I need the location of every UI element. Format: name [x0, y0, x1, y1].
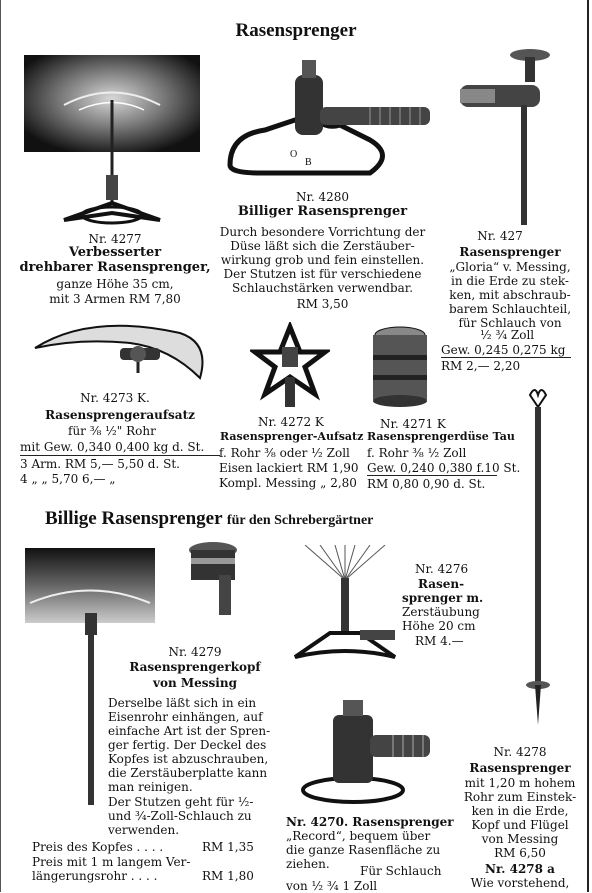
p4279-d4: ger fertig. Der Deckel des — [108, 738, 267, 752]
image-427-gloria — [455, 45, 555, 225]
image-4272-star — [250, 322, 330, 412]
p4272-l2: Eisen lackiert RM 1,90 — [219, 461, 359, 475]
p4271-l2: Gew. 0,240 0,380 f.10 St. — [367, 461, 521, 475]
p4273-head: für ⅜ ½" Rohr — [68, 424, 156, 438]
page-title: Rasensprenger — [235, 20, 357, 41]
p427-nr: Nr. 427 — [477, 229, 523, 243]
p4270-nr-name: Nr. 4270. Rasensprenger — [286, 815, 454, 829]
p4280-desc3: wirkung grob und fein einstellen. — [220, 253, 425, 267]
p4279-d8: Der Stutzen geht für ½- — [108, 795, 254, 809]
p4272-nr: Nr. 4272 K — [258, 415, 324, 429]
p4272-name: Rasensprenger-Aufsatz — [220, 430, 364, 443]
section2-title-bold: Billige Rasensprenger — [45, 508, 223, 529]
p4278-nr: Nr. 4278 — [493, 745, 547, 759]
p4277-nr: Nr. 4277 — [88, 232, 142, 246]
p4271-l1: f. Rohr ⅜ ½ Zoll — [367, 446, 467, 460]
section2-title — [45, 508, 373, 530]
p427-rm: RM 2,— 2,20 — [441, 359, 521, 373]
p4271-nr: Nr. 4271 K — [380, 417, 446, 431]
p4279-d5: Kopfes ist abzuschrauben, — [108, 752, 269, 766]
p4270-l5: von ½ ¾ 1 Zoll — [286, 879, 378, 893]
p4277-name1: Verbesserter — [68, 245, 162, 260]
image-4276-sprinkler — [290, 545, 400, 665]
p4280-desc1: Durch besondere Vorrichtung der — [219, 225, 426, 239]
p4270-l2: die ganze Rasenfläche zu — [286, 843, 441, 857]
p4279-name1: Rasensprengerkopf — [129, 660, 261, 674]
p4276-nr: Nr. 4276 — [415, 562, 469, 576]
image-4273-arms — [30, 318, 210, 388]
p4276-l2: sprenger m. — [402, 591, 484, 605]
p4278-l5: von Messing — [481, 832, 559, 846]
p4278-l1: mit 1,20 m hohem — [464, 776, 576, 790]
p427-rule — [441, 357, 571, 358]
image-4270-record — [298, 695, 438, 805]
p4279-d3: einfache Art ist der Spren- — [108, 724, 271, 738]
p4279-d9: und ¾-Zoll-Schlauch zu — [108, 809, 252, 823]
p4271-l3: RM 0,80 0,90 d. St. — [367, 477, 486, 491]
p4279-p1-label: Preis des Kopfes . . . . — [32, 840, 164, 854]
p4270-l1: „Record“, bequem über — [286, 829, 431, 843]
p4279-p2-label1: Preis mit 1 m langem Ver- — [32, 855, 191, 869]
p4270-l3: ziehen. — [286, 857, 330, 871]
p427-l3: ken, mit abschraub- — [449, 288, 571, 302]
svg-text:O: O — [290, 149, 298, 160]
p427-gew: Gew. 0,245 0,275 kg — [441, 343, 566, 357]
image-4271-nozzle — [365, 325, 435, 410]
p4276-price: RM 4.— — [415, 634, 464, 648]
p4277-desc1: ganze Höhe 35 cm, — [56, 277, 174, 291]
p4279-p1-price: RM 1,35 — [202, 840, 254, 854]
p4279-p2-label2: längerungsrohr . . . . — [32, 869, 158, 883]
p427-l5: für Schlauch von — [458, 316, 562, 330]
p427-l4: barem Schlauchteil, — [448, 302, 572, 316]
image-4279-head — [185, 540, 245, 620]
p4273-r3: 4 „ „ 5,70 6,— „ — [20, 472, 116, 486]
p4280-desc5: Schlauchstärken verwendbar. — [231, 281, 414, 295]
image-4278-rod — [515, 385, 560, 735]
p4271-rule — [367, 475, 497, 476]
p4279-p2-price: RM 1,80 — [202, 869, 254, 883]
p4280-nr: Nr. 4280 — [295, 190, 350, 204]
p4278-l2: Rohr zum Einstek- — [463, 790, 577, 804]
p4273-r2: 3 Arm. RM 5,— 5,50 d. St. — [20, 457, 180, 471]
p4280-name: Billiger Rasensprenger — [237, 204, 408, 219]
section2-title-rest: für den Schrebergärtner — [226, 513, 374, 528]
p4279-d2: Eisenrohr einhängen, auf — [108, 710, 263, 724]
image-4280-sprinkler — [220, 55, 435, 183]
p4271-name: Rasensprengerdüse Tau — [367, 430, 515, 443]
p427-size-head: ½ ¾ Zoll — [480, 328, 535, 342]
p4278-l3: ken in die Erde, — [471, 804, 569, 818]
p4279-name2: von Messing — [153, 676, 237, 690]
p4278-price: RM 6,50 — [494, 846, 546, 860]
p4277-name2: drehbarer Rasensprenger, — [19, 260, 211, 275]
p4280-desc2: Düse läßt sich die Zerstäuber- — [230, 239, 415, 253]
p4279-d1: Derselbe läßt sich in ein — [108, 696, 257, 710]
p4273-r1: mit Gew. 0,340 0,400 kg d. St. — [20, 440, 205, 454]
p4276-l4: Höhe 20 cm — [402, 619, 476, 633]
p4279-nr: Nr. 4279 — [168, 645, 222, 659]
p4280-price: RM 3,50 — [296, 297, 349, 311]
p4278-name: Rasensprenger — [469, 761, 571, 775]
p4277-desc2: mit 3 Armen RM 7,80 — [49, 292, 181, 306]
p4278-l4: Kopf und Flügel — [471, 818, 569, 832]
p4278-nr2: Nr. 4278 a — [485, 862, 555, 876]
p4278-l6: Wie vorstehend, — [470, 876, 570, 890]
p4272-l1: f. Rohr ⅜ oder ½ Zoll — [219, 446, 350, 460]
p427-l1: „Gloria“ v. Messing, — [449, 260, 571, 274]
p4280-desc4: Der Stutzen ist für verschiedene — [223, 267, 422, 281]
p4273-nr: Nr. 4273 K. — [80, 391, 150, 405]
p4276-l1: Rasen- — [418, 577, 465, 591]
image-4277-sprinkler — [24, 55, 200, 230]
p4273-name: Rasensprengeraufsatz — [45, 408, 195, 422]
svg-text:B: B — [305, 157, 312, 168]
p4270-l4: Für Schlauch — [360, 864, 442, 878]
p4276-l3: Zerstäubung — [402, 605, 480, 619]
p4279-d7: man reinigen. — [108, 780, 193, 794]
p4279-d10: verwenden. — [108, 823, 180, 837]
p4273-rule — [20, 455, 220, 456]
p427-name: Rasensprenger — [459, 245, 561, 259]
p427-l2: in die Erde zu stek- — [451, 274, 569, 288]
p4279-d6: die Zerstäuberplatte kann — [108, 766, 268, 780]
p4272-l3: Kompl. Messing „ 2,80 — [219, 476, 357, 490]
